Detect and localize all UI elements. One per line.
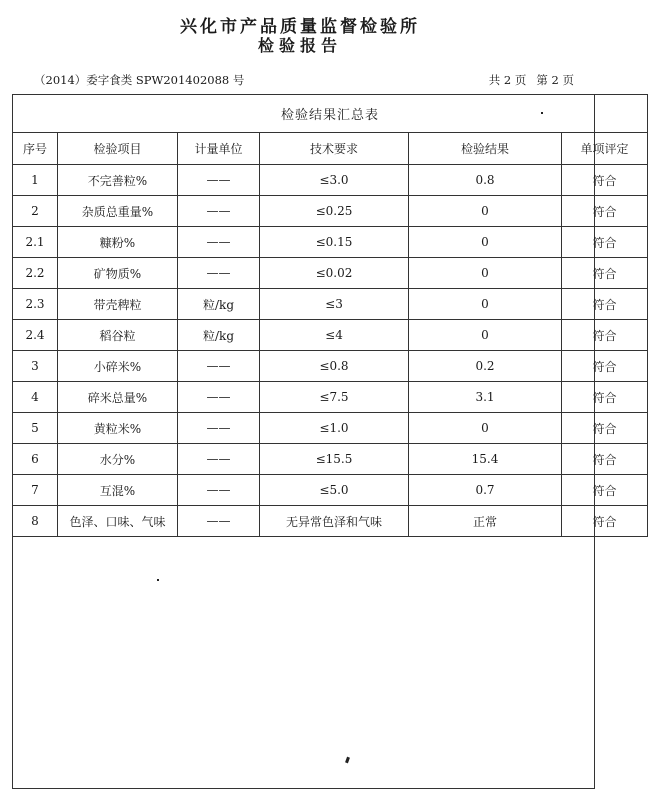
- column-header-evaluation: 单项评定: [562, 133, 648, 165]
- cell-requirement: ≤3.0: [260, 165, 409, 196]
- cell-no: 2.2: [13, 258, 58, 289]
- report-title: 检验报告: [257, 36, 342, 55]
- cell-item: 糠粉%: [58, 227, 178, 258]
- cell-evaluation: 符合: [562, 320, 648, 351]
- table-row: [13, 258, 648, 289]
- cell-no: 6: [13, 444, 58, 475]
- cell-result: 0.2: [409, 351, 562, 382]
- cell-no: 2: [13, 196, 58, 227]
- cell-result: 0: [409, 227, 562, 258]
- cell-unit: 粒/kg: [178, 320, 260, 351]
- results-summary-table: [12, 94, 648, 537]
- cell-requirement: ≤0.8: [260, 351, 409, 382]
- cell-evaluation: 符合: [562, 444, 648, 475]
- table-row: [13, 475, 648, 506]
- cell-no: 3: [13, 351, 58, 382]
- cell-result: 15.4: [409, 444, 562, 475]
- cell-item: 黄粒米%: [58, 413, 178, 444]
- table-row: [13, 444, 648, 475]
- column-header-requirement: 技术要求: [260, 133, 409, 165]
- cell-result: 0.7: [409, 475, 562, 506]
- report-number: （2014）委字食类 SPW201402088 号: [34, 73, 245, 87]
- cell-requirement: ≤4: [260, 320, 409, 351]
- cell-unit: 粒/kg: [178, 289, 260, 320]
- cell-evaluation: 符合: [562, 413, 648, 444]
- cell-requirement: ≤3: [260, 289, 409, 320]
- scan-speck: [541, 112, 543, 114]
- cell-result: 3.1: [409, 382, 562, 413]
- cell-evaluation: 符合: [562, 506, 648, 537]
- cell-no: 2.1: [13, 227, 58, 258]
- column-header-result: 检验结果: [409, 133, 562, 165]
- cell-unit: ——: [178, 413, 260, 444]
- cell-requirement: ≤15.5: [260, 444, 409, 475]
- cell-requirement: ≤5.0: [260, 475, 409, 506]
- cell-item: 杂质总重量%: [58, 196, 178, 227]
- table-header-row: [13, 133, 648, 165]
- cell-item: 矿物质%: [58, 258, 178, 289]
- cell-no: 7: [13, 475, 58, 506]
- cell-unit: ——: [178, 382, 260, 413]
- cell-result: 0: [409, 413, 562, 444]
- current-page: 第 2 页: [536, 73, 574, 87]
- cell-no: 4: [13, 382, 58, 413]
- scan-speck: [157, 579, 159, 581]
- cell-requirement: ≤0.25: [260, 196, 409, 227]
- cell-unit: ——: [178, 506, 260, 537]
- cell-result: 0: [409, 258, 562, 289]
- cell-item: 水分%: [58, 444, 178, 475]
- table-row: [13, 196, 648, 227]
- table-row: [13, 382, 648, 413]
- cell-item: 互混%: [58, 475, 178, 506]
- cell-requirement: ≤1.0: [260, 413, 409, 444]
- column-header-item: 检验项目: [58, 133, 178, 165]
- cell-no: 2.4: [13, 320, 58, 351]
- cell-evaluation: 符合: [562, 196, 648, 227]
- table-row: [13, 506, 648, 537]
- cell-item: 稻谷粒: [58, 320, 178, 351]
- institute-title: 兴化市产品质量监督检验所: [180, 17, 420, 37]
- cell-unit: ——: [178, 444, 260, 475]
- cell-evaluation: 符合: [562, 289, 648, 320]
- cell-result: 0: [409, 320, 562, 351]
- cell-no: 8: [13, 506, 58, 537]
- cell-evaluation: 符合: [562, 258, 648, 289]
- cell-result: 0: [409, 196, 562, 227]
- cell-item: 带壳稗粒: [58, 289, 178, 320]
- cell-item: 色泽、口味、气味: [58, 506, 178, 537]
- cell-requirement: ≤7.5: [260, 382, 409, 413]
- cell-result: 正常: [409, 506, 562, 537]
- cell-evaluation: 符合: [562, 165, 648, 196]
- cell-unit: ——: [178, 475, 260, 506]
- table-row: [13, 165, 648, 196]
- cell-requirement: ≤0.02: [260, 258, 409, 289]
- table-row: [13, 413, 648, 444]
- cell-unit: ——: [178, 258, 260, 289]
- cell-evaluation: 符合: [562, 382, 648, 413]
- column-header-no: 序号: [13, 133, 58, 165]
- column-header-unit: 计量单位: [178, 133, 260, 165]
- cell-unit: ——: [178, 165, 260, 196]
- cell-evaluation: 符合: [562, 227, 648, 258]
- cell-item: 小碎米%: [58, 351, 178, 382]
- cell-unit: ——: [178, 351, 260, 382]
- cell-result: 0.8: [409, 165, 562, 196]
- cell-item: 不完善粒%: [58, 165, 178, 196]
- table-row: [13, 289, 648, 320]
- cell-unit: ——: [178, 227, 260, 258]
- cell-requirement: 无异常色泽和气味: [260, 506, 409, 537]
- cell-no: 5: [13, 413, 58, 444]
- table-row: [13, 227, 648, 258]
- table-row: [13, 320, 648, 351]
- total-pages: 共 2 页: [488, 73, 527, 87]
- page-indicator: [489, 72, 574, 88]
- cell-result: 0: [409, 289, 562, 320]
- cell-item: 碎米总量%: [58, 382, 178, 413]
- cell-unit: ——: [178, 196, 260, 227]
- cell-no: 2.3: [13, 289, 58, 320]
- cell-evaluation: 符合: [562, 351, 648, 382]
- table-caption: 检验结果汇总表: [13, 95, 648, 133]
- cell-requirement: ≤0.15: [260, 227, 409, 258]
- cell-no: 1: [13, 165, 58, 196]
- cell-evaluation: 符合: [562, 475, 648, 506]
- table-row: [13, 351, 648, 382]
